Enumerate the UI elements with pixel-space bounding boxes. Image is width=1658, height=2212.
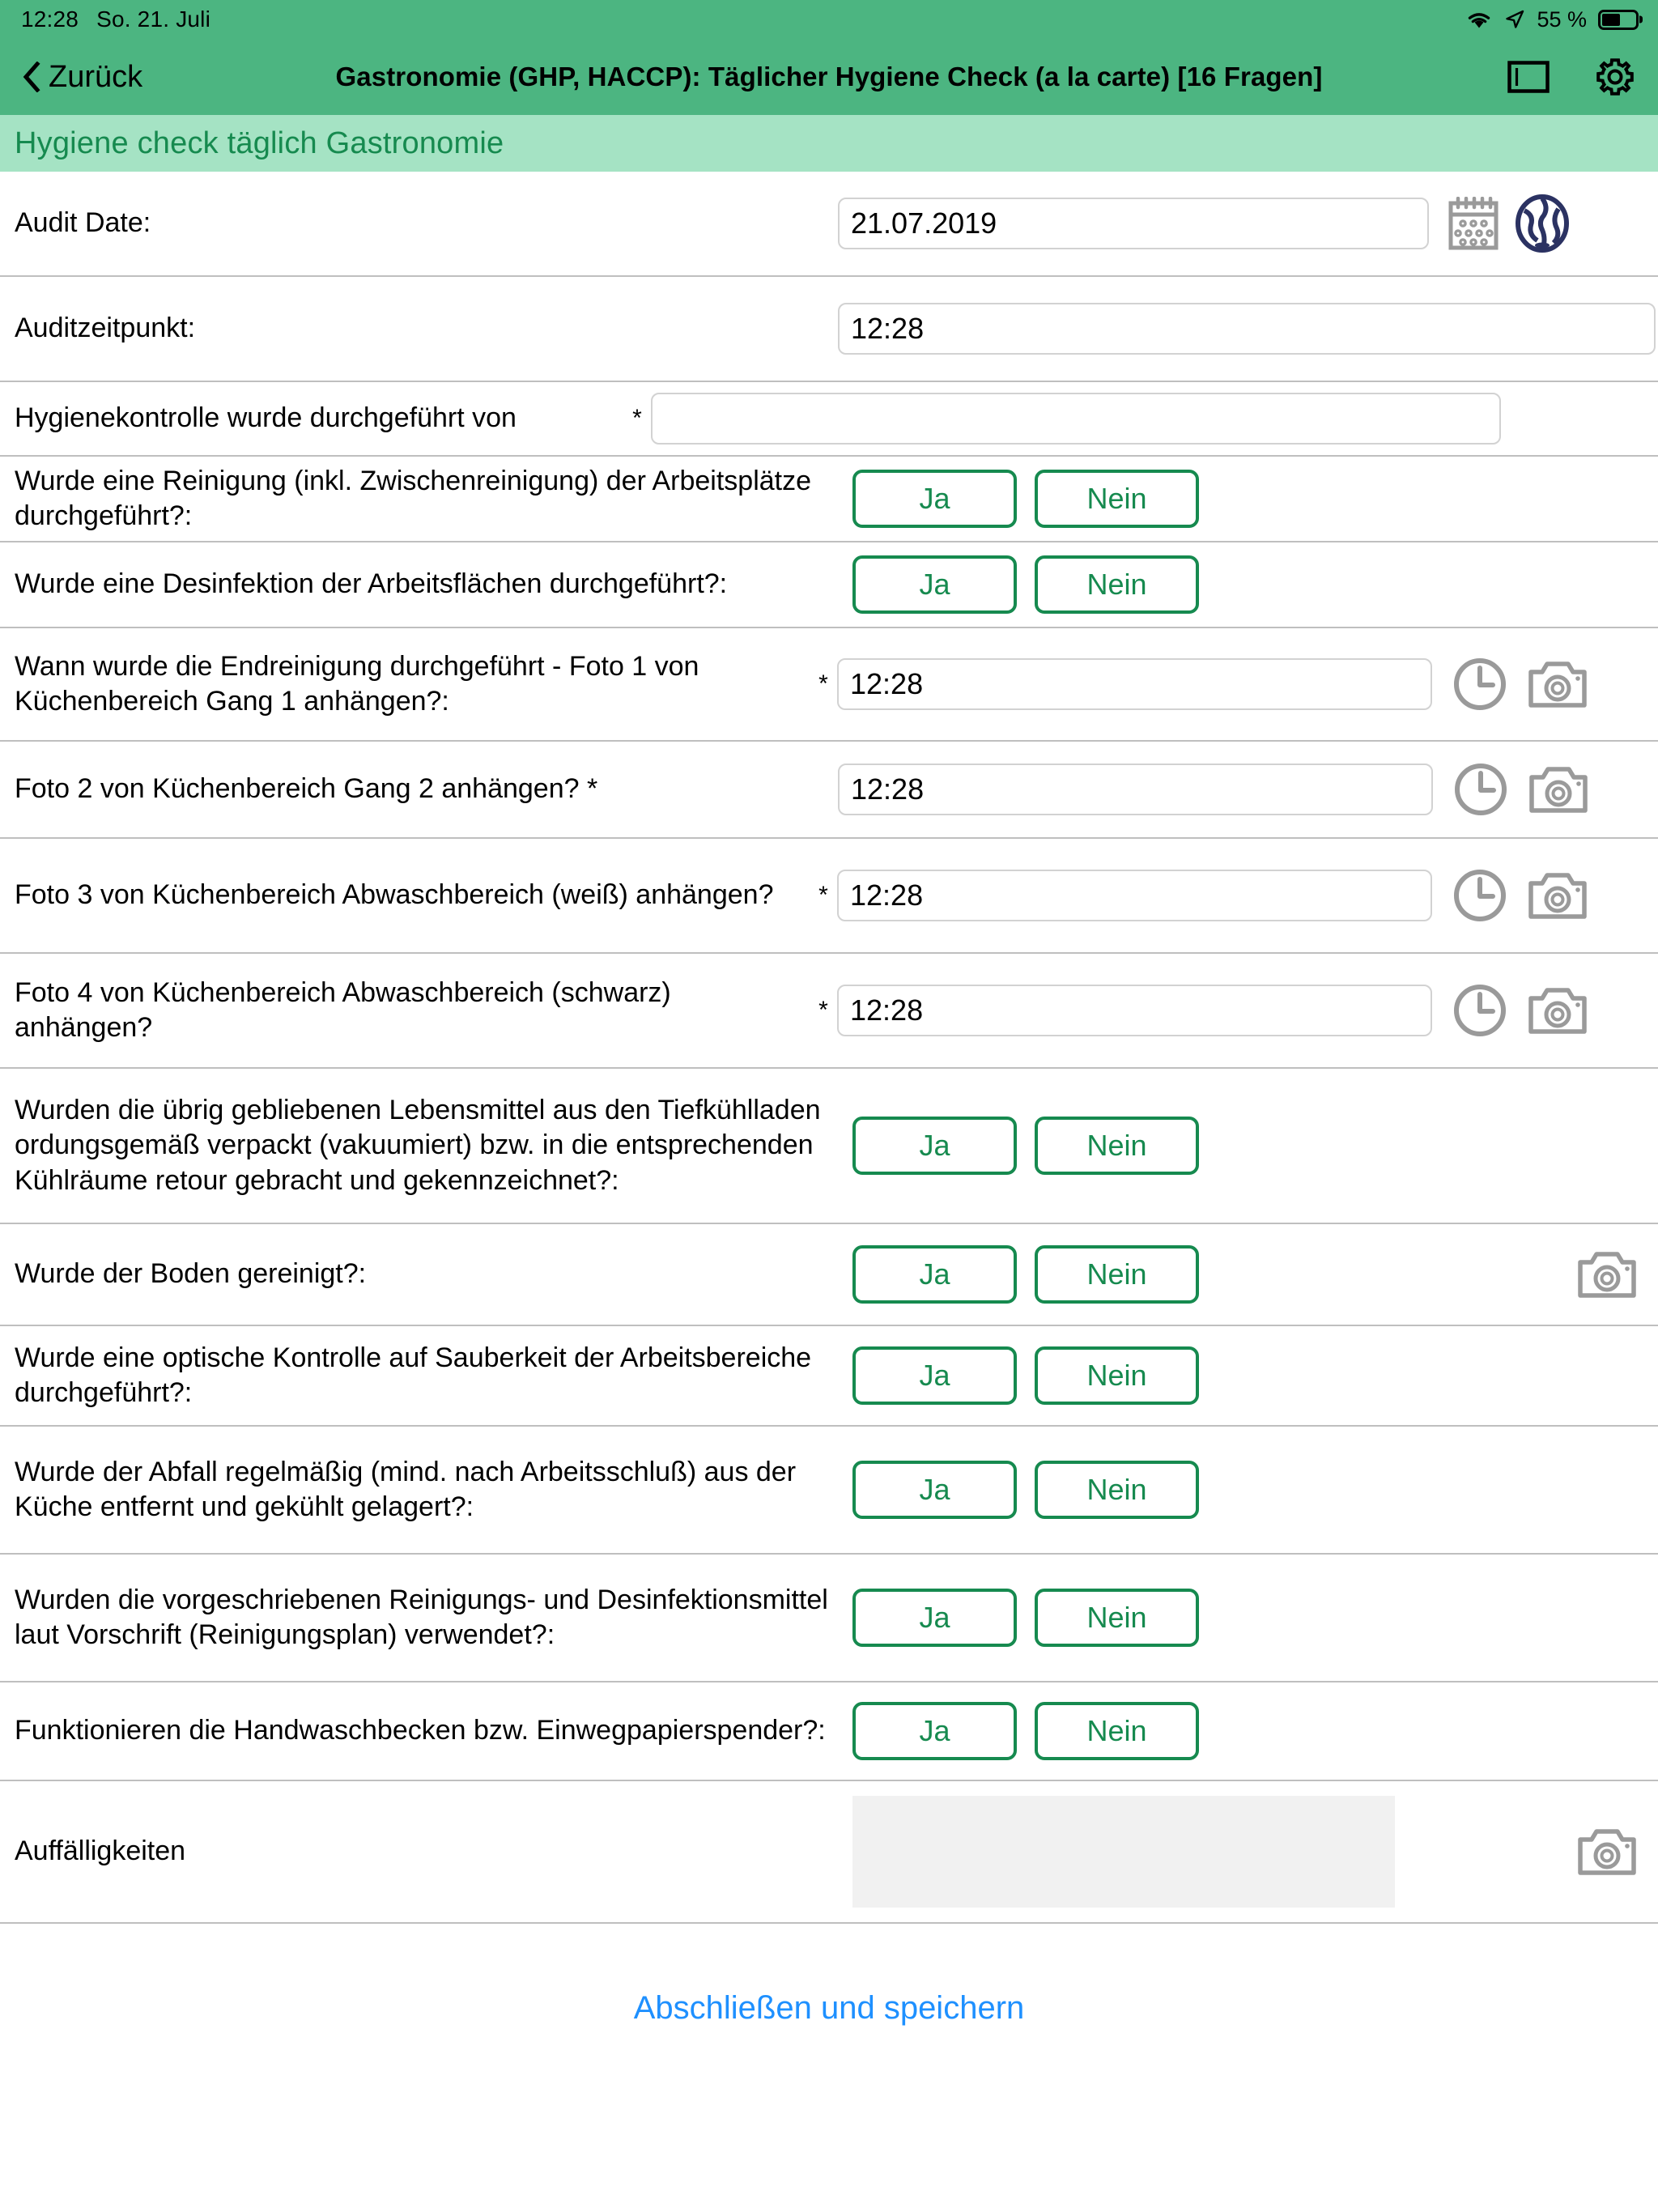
navigation-bar xyxy=(0,39,1658,115)
field-control xyxy=(838,1702,1658,1760)
field-control xyxy=(838,763,1658,816)
submit-button[interactable]: Abschließen und speichern xyxy=(633,1990,1025,2026)
form-row-durchgefuehrt-von xyxy=(0,382,1658,457)
camera-icon xyxy=(1528,985,1588,1036)
clock-icon xyxy=(1453,657,1507,711)
durchgefuehrt-von-input[interactable] xyxy=(651,393,1501,445)
battery-icon xyxy=(1598,10,1639,30)
answer-no-button[interactable]: Nein xyxy=(1035,470,1199,528)
field-label: Wurden die vorgeschriebenen Reinigungs- und Desinfektionsmittel laut Vorschrift (Reinigungsplan) verwendet?: xyxy=(15,1584,828,1650)
auditzeitpunkt-input[interactable]: 12:28 xyxy=(838,303,1656,355)
form-row-foto-3 xyxy=(0,839,1658,954)
yes-no-group xyxy=(838,470,1199,528)
calendar-button[interactable] xyxy=(1429,197,1499,250)
foto-1-time-input[interactable]: 12:28 xyxy=(837,658,1432,710)
battery-percent-label: 55 % xyxy=(1537,6,1587,32)
yes-no-group xyxy=(838,555,1199,614)
required-asterisk: * xyxy=(818,670,828,697)
foto-2-time-input[interactable]: 12:28 xyxy=(838,764,1433,815)
field-label: Wurde der Abfall regelmäßig (mind. nach Arbeitsschluß) aus der Küche entfernt und gekühlt gelagert?: xyxy=(15,1456,797,1522)
field-control xyxy=(838,194,1658,253)
camera-button[interactable] xyxy=(1577,1249,1637,1300)
calendar-icon xyxy=(1448,197,1499,250)
field-label: Foto 2 von Küchenbereich Gang 2 anhängen? * xyxy=(15,773,598,805)
yes-no-group xyxy=(838,1702,1199,1760)
audit-form xyxy=(0,172,1658,1924)
submit-action-area xyxy=(0,1990,1658,2027)
field-control xyxy=(838,1796,1658,1908)
audit-date-input[interactable]: 21.07.2019 xyxy=(838,198,1429,249)
field-control xyxy=(837,657,1658,711)
required-asterisk: * xyxy=(818,997,828,1023)
field-label: Wann wurde die Endreinigung durchgeführt - Foto 1 von Küchenbereich Gang 1 anhängen?: xyxy=(15,650,699,717)
status-bar-date: So. 21. Juli xyxy=(96,6,211,32)
gear-icon[interactable] xyxy=(1595,57,1635,97)
field-label: Auffälligkeiten xyxy=(15,1836,186,1867)
yes-no-group xyxy=(838,1245,1199,1304)
field-label: Wurde eine optische Kontrolle auf Sauberkeit der Arbeitsbereiche durchgeführt?: xyxy=(15,1342,812,1408)
camera-icon xyxy=(1528,870,1588,921)
field-control xyxy=(838,1245,1658,1304)
form-row-foto-4 xyxy=(0,954,1658,1069)
foto-4-time-input[interactable]: 12:28 xyxy=(837,985,1432,1036)
camera-button[interactable] xyxy=(1577,1827,1637,1877)
time-picker-button[interactable] xyxy=(1453,869,1507,922)
camera-icon xyxy=(1577,1827,1637,1877)
status-bar-time: 12:28 xyxy=(21,6,79,32)
answer-yes-button[interactable]: Ja xyxy=(852,1346,1017,1405)
time-picker-button[interactable] xyxy=(1453,984,1507,1037)
yes-no-group xyxy=(838,1589,1199,1647)
form-row-auffaelligkeiten xyxy=(0,1781,1658,1924)
section-banner xyxy=(0,115,1658,172)
sidebar-panel-icon[interactable] xyxy=(1507,61,1550,93)
field-control xyxy=(838,302,1658,355)
field-control xyxy=(837,984,1658,1037)
field-label: Wurde eine Desinfektion der Arbeitsflächen durchgeführt?: xyxy=(15,568,728,600)
answer-no-button[interactable]: Nein xyxy=(1035,555,1199,614)
field-control xyxy=(838,555,1658,614)
navigation-bar-actions xyxy=(1507,39,1635,115)
globe-icon xyxy=(1515,194,1570,253)
camera-button[interactable] xyxy=(1528,870,1588,921)
form-row-lebensmittel xyxy=(0,1069,1658,1224)
clock-icon xyxy=(1454,763,1507,816)
field-control xyxy=(838,1117,1658,1175)
answer-yes-button[interactable]: Ja xyxy=(852,470,1017,528)
form-row-foto-1 xyxy=(0,628,1658,742)
camera-button[interactable] xyxy=(1528,659,1588,709)
time-picker-button[interactable] xyxy=(1454,763,1507,816)
wifi-icon xyxy=(1465,9,1493,30)
form-row-handwaschbecken xyxy=(0,1682,1658,1781)
camera-icon xyxy=(1528,659,1588,709)
form-row-foto-2 xyxy=(0,742,1658,839)
field-label: Auditzeitpunkt: xyxy=(15,313,196,344)
answer-no-button[interactable]: Nein xyxy=(1035,1346,1199,1405)
clock-icon xyxy=(1453,984,1507,1037)
field-label: Foto 4 von Küchenbereich Abwaschbereich (schwarz) anhängen? xyxy=(15,976,671,1043)
time-picker-button[interactable] xyxy=(1453,657,1507,711)
form-row-reinigungsmittel xyxy=(0,1555,1658,1682)
field-label: Funktionieren die Handwaschbecken bzw. Einwegpapierspender?: xyxy=(15,1715,826,1746)
required-asterisk: * xyxy=(818,882,828,908)
answer-yes-button[interactable]: Ja xyxy=(852,1461,1017,1519)
foto-3-time-input[interactable]: 12:28 xyxy=(837,870,1432,921)
status-bar xyxy=(0,0,1658,39)
camera-icon xyxy=(1528,764,1588,815)
back-button[interactable] xyxy=(23,60,142,95)
answer-yes-button[interactable]: Ja xyxy=(852,1117,1017,1175)
form-row-abfall xyxy=(0,1427,1658,1555)
field-label: Foto 3 von Küchenbereich Abwaschbereich (weiß) anhängen? xyxy=(15,879,774,911)
form-row-audit-date xyxy=(0,172,1658,277)
field-control xyxy=(838,1589,1658,1647)
field-label: Wurden die übrig gebliebenen Lebensmittel aus den Tiefkühlladen ordungsgemäß verpackt (vakuumiert) bzw. in die entsprechenden Kühlräume retour gebracht und gekennzeichnet?: xyxy=(15,1095,821,1196)
answer-yes-button[interactable]: Ja xyxy=(852,555,1017,614)
answer-no-button[interactable]: Nein xyxy=(1035,1117,1199,1175)
answer-no-button[interactable]: Nein xyxy=(1035,1589,1199,1647)
field-label: Hygienekontrolle wurde durchgeführt von xyxy=(15,402,517,434)
answer-yes-button[interactable]: Ja xyxy=(852,1245,1017,1304)
answer-yes-button[interactable]: Ja xyxy=(852,1589,1017,1647)
field-control xyxy=(838,470,1658,528)
location-arrow-icon xyxy=(1504,9,1525,30)
answer-yes-button[interactable]: Ja xyxy=(852,1702,1017,1760)
field-control xyxy=(651,393,1658,445)
form-row-optische-kontrolle xyxy=(0,1326,1658,1427)
field-control xyxy=(838,1461,1658,1519)
yes-no-group xyxy=(838,1346,1199,1405)
field-control xyxy=(837,869,1658,922)
required-asterisk: * xyxy=(632,405,642,432)
yes-no-group xyxy=(838,1461,1199,1519)
page-title: Gastronomie (GHP, HACCP): Täglicher Hygiene Check (a la carte) [16 Fragen] xyxy=(335,62,1323,91)
yes-no-group xyxy=(838,1117,1199,1175)
status-bar-right xyxy=(1465,0,1639,39)
field-label: Audit Date: xyxy=(15,207,151,239)
location-globe-button[interactable] xyxy=(1499,194,1570,253)
field-control xyxy=(838,1346,1658,1405)
clock-icon xyxy=(1453,869,1507,922)
form-row-reinigung-arbeitsplaetze xyxy=(0,457,1658,542)
auffaelligkeiten-textarea[interactable] xyxy=(852,1796,1395,1908)
section-banner-title: Hygiene check täglich Gastronomie xyxy=(15,125,504,160)
chevron-left-icon xyxy=(23,62,40,92)
back-button-label: Zurück xyxy=(49,59,143,94)
form-row-boden-gereinigt xyxy=(0,1224,1658,1326)
status-bar-left xyxy=(21,6,210,32)
camera-icon xyxy=(1577,1249,1637,1300)
answer-no-button[interactable]: Nein xyxy=(1035,1702,1199,1760)
camera-button[interactable] xyxy=(1528,985,1588,1036)
answer-no-button[interactable]: Nein xyxy=(1035,1461,1199,1519)
field-label: Wurde der Boden gereinigt?: xyxy=(15,1258,367,1290)
form-row-auditzeitpunkt xyxy=(0,277,1658,382)
form-row-desinfektion-arbeitsflaechen xyxy=(0,542,1658,628)
answer-no-button[interactable]: Nein xyxy=(1035,1245,1199,1304)
camera-button[interactable] xyxy=(1528,764,1588,815)
field-label: Wurde eine Reinigung (inkl. Zwischenreinigung) der Arbeitsplätze durchgeführt?: xyxy=(15,465,812,531)
